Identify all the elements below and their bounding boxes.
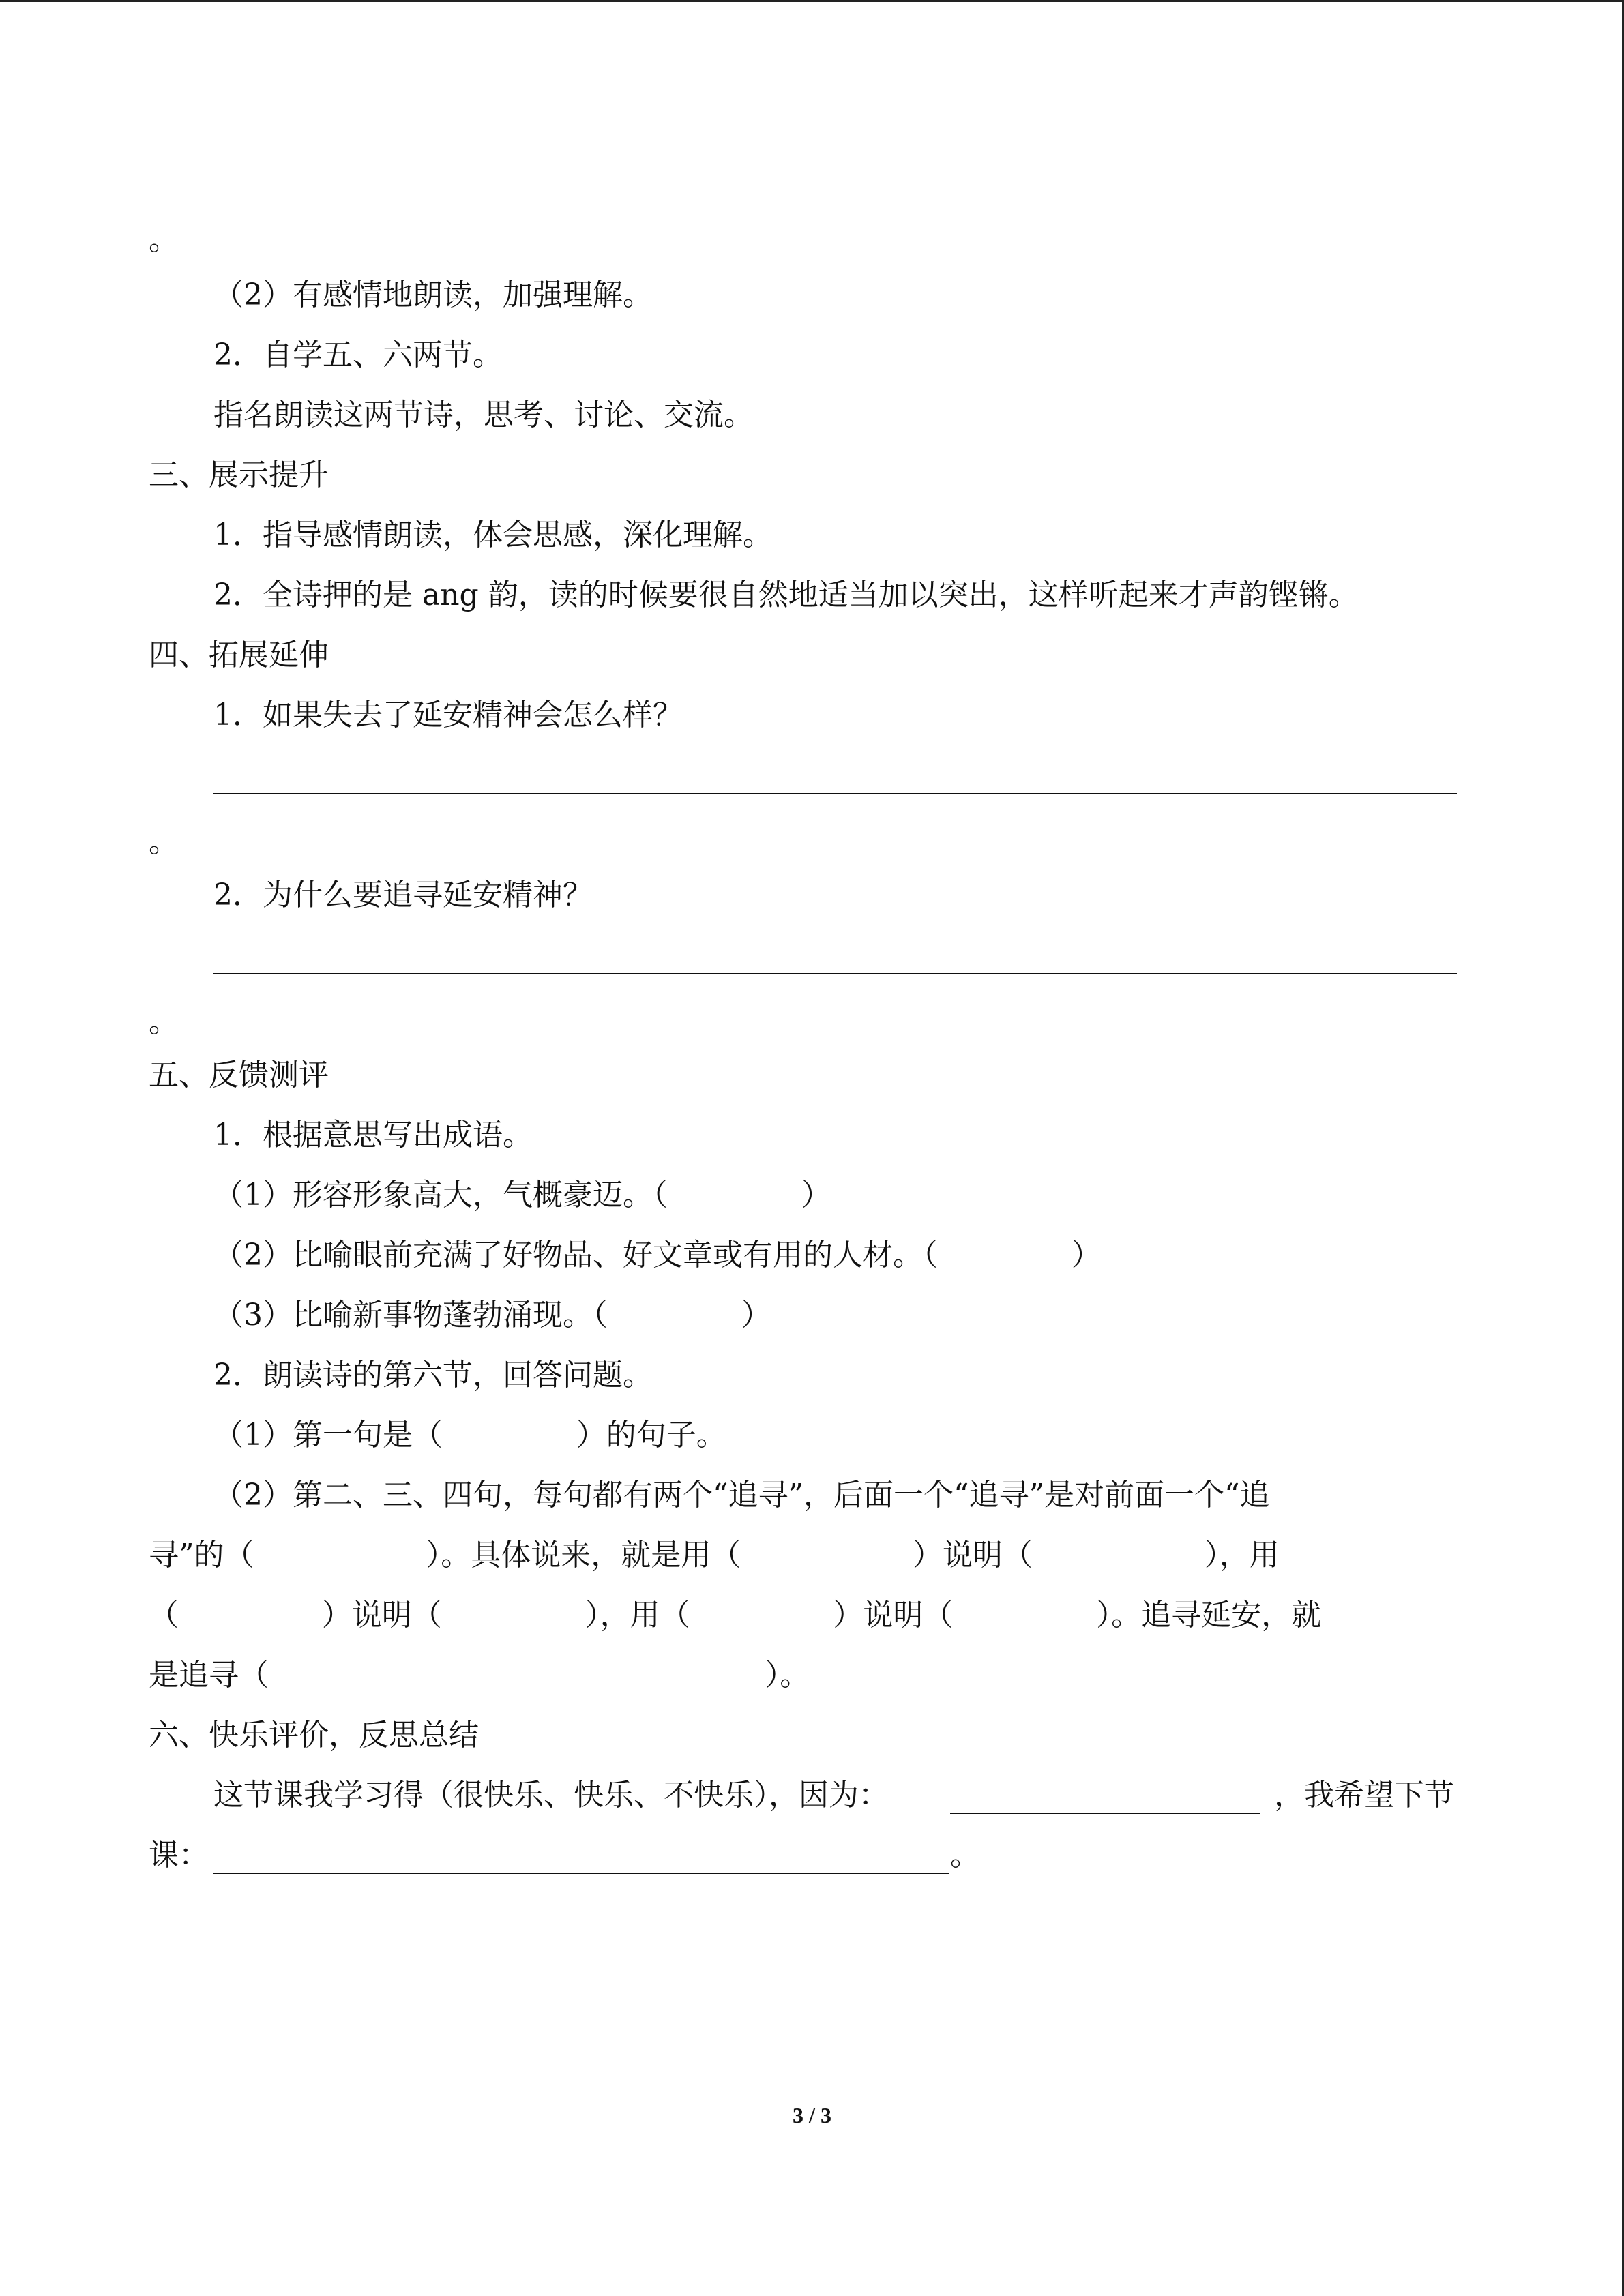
question-line: 2．朗读诗的第六节，回答问题。 [213,1358,653,1392]
text-line: 这节课我学习得（很快乐、快乐、不快乐），因为： [213,1778,889,1813]
text-line: 指名朗读这两节诗，思考、讨论、交流。 [213,398,754,432]
section-heading: 六、快乐评价，反思总结 [149,1718,479,1753]
page-top-border [0,0,1624,2]
text-line: 。 [149,222,179,257]
question-line: （3）比喻新事物蓬勃涌现。（ ） [213,1298,771,1332]
text-line: 。 [149,824,179,859]
answer-blank-line [213,973,1457,974]
section-heading: 四、拓展延伸 [149,638,329,672]
question-line: 1．如果失去了延安精神会怎么样？ [213,698,683,732]
answer-blank-line [950,1813,1260,1814]
page-number: 3 / 3 [793,2103,831,2128]
section-heading: 三、展示提升 [149,458,329,492]
text-line: 。 [149,1004,179,1039]
question-line: （2）第二、三、四句，每句都有两个“追寻”，后面一个“追寻”是对前面一个“追 [213,1478,1270,1512]
question-line: （1）第一句是（ ）的句子。 [213,1418,726,1452]
text-line: （2）有感情地朗读，加强理解。 [213,278,653,312]
question-line: （ ）说明（ ），用（ ）说明（ ）。追寻延安，就 [149,1598,1322,1632]
text-line: 2．自学五、六两节。 [213,338,503,372]
question-line: 是追寻（ ）。 [149,1658,810,1693]
text-line: 。 [950,1838,980,1873]
answer-blank-line [213,793,1457,794]
text-line: 1．指导感情朗读，体会思感，深化理解。 [213,518,773,552]
question-line: 寻”的（ ）。具体说来，就是用（ ）说明（ ），用 [149,1538,1280,1572]
text-line: 课： [149,1838,209,1873]
section-heading: 五、反馈测评 [149,1058,329,1092]
question-line: 1．根据意思写出成语。 [213,1118,533,1152]
answer-blank-line [213,1873,949,1874]
text-line: 2．全诗押的是 ang 韵，读的时候要很自然地适当加以突出，这样听起来才声韵铿锵。 [213,578,1359,612]
question-line: （1）形容形象高大，气概豪迈。（ ） [213,1178,831,1212]
text-line: ，我希望下节 [1274,1778,1454,1813]
question-line: 2．为什么要追寻延安精神？ [213,878,593,912]
question-line: （2）比喻眼前充满了好物品、好文章或有用的人材。（ ） [213,1238,1102,1272]
